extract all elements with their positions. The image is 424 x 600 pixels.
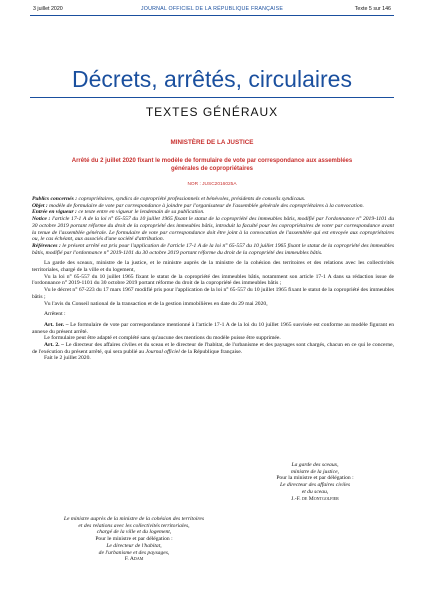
- paragraph-vu-decret: Vu le décret n° 67-223 du 17 mars 1967 modifié pris pour l'application de la loi n° 65-557 du 10 juillet 1965 fixant le statut de la copropriété des immeubles bâtis ;: [32, 287, 394, 300]
- paragraph-ministers: La garde des sceaux, ministre de la justice, et le ministre auprès de la ministre de la cohésion des territoires et des relations avec les collectivités territoriales, chargé de la ville et du logement,: [32, 260, 394, 274]
- arrete-title: Arrêté du 2 juillet 2020 fixant le modèle de formulaire de vote par correspondance aux assemblées générales de copropriétaires: [71, 158, 353, 172]
- page-header: [0, 6, 424, 20]
- signatory-name-left: F. Adam: [124, 556, 144, 563]
- paragraph-vu-loi: Vu la loi n° 65-557 du 10 juillet 1965 fixant le statut de la copropriété des immeubles bâtis, notamment son article 17-1 A dans sa rédaction issue de l'ordonnance n° 2019-1101 du 30 octobre 2019 portant réforme du droit de la copropriété des immeubles bâtis ;: [32, 273, 394, 287]
- ministry-heading: MINISTÈRE DE LA JUSTICE: [170, 139, 254, 146]
- summary-publics: Publics concernés : copropriétaires, syndics de copropriété professionnels et bénévoles, présidents de conseils syndicaux.: [32, 196, 306, 202]
- paragraph-arretent: Arrêtent :: [44, 311, 66, 318]
- signature-block-right: La garde des sceaux, ministre de la justice, Pour la ministre et par délégation : Le directeur des affaires civiles et du sceau, J.-F. de Montgolfier: [230, 462, 400, 502]
- header-journal-title: JOURNAL OFFICIEL DE LA RÉPUBLIQUE FRANÇAISE: [140, 6, 284, 12]
- title-divider: [30, 97, 394, 98]
- nor-reference: NOR : JUSC2016025A: [187, 182, 237, 187]
- paragraph-fait: Fait le 2 juillet 2020.: [44, 355, 91, 362]
- signature-block-left: Le ministre auprès de la ministre de la cohésion des territoires et des relations avec les collectivités territoriales, chargé de la ville et du logement, Pour le ministre et par délégation : Le directeur de l'habitat, de l'urbanisme et des paysages, F. Adam: [14, 516, 254, 563]
- summary-references: Références : le présent arrêté est pris pour l'application de l'article 17-1 A de la loi n° 65-557 du 10 juillet 1965 fixant le statut de la copropriété des immeubles bâtis, modifié par l'ordonnance n° 2019-1101 du 30 octobre 2019 portant réforme du droit de la copropriété des immeubles bâtis.: [32, 242, 395, 256]
- summary-notice: Notice : l'article 17-1 A de la loi n° 65-557 du 10 juillet 1965 fixant le statut de la copropriété des immeubles bâtis, modifié par l'ordonnance n° 2019-1101 du 30 octobre 2019 portant réforme du droit de la copropriété des immeubles bâtis, introduit la faculté pour les copropriétaires de voter par correspondance avant la tenue de l'assemblée générale. Le formulaire de vote par correspondance doit être joint à la convocation de l'assemblée qui est envoyée aux copropriétaires ou, le cas échéant, aux associés d'une société d'attribution.: [32, 216, 395, 243]
- summary-entree: Entrée en vigueur : ce texte entre en vigueur le lendemain de sa publication.: [32, 209, 205, 216]
- section-title: Décrets, arrêtés, circulaires: [72, 66, 352, 92]
- header-text-number: Texte 5 sur 146: [354, 6, 391, 12]
- header-divider: [30, 15, 394, 16]
- paragraph-formulaire: Le formulaire peut être adapté et complété sans qu'aucune des mentions du modèle puisse être supprimée.: [44, 335, 281, 342]
- summary-objet: Objet : modèle de formulaire de vote par correspondance à joindre par l'organisateur de l'assemblée générale des copropriétaires à la convocation.: [32, 202, 364, 209]
- header-date: 3 juillet 2020: [33, 6, 63, 12]
- article-2: Art. 2. – Le directeur des affaires civiles et du sceau et le directeur de l'habitat, de l'urbanisme et des paysages sont chargés, chacun en ce qui le concerne, de l'exécution du présent arrêté, qui sera publié au Journal officiel de la République française.: [32, 342, 394, 355]
- section-subtitle: TEXTES GÉNÉRAUX: [145, 105, 279, 119]
- paragraph-vu-avis: Vu l'avis du Conseil national de la transaction et de la gestion immobilières en date du 29 mai 2020,: [44, 300, 268, 307]
- signatory-name-right: J.-F. de Montgolfier: [291, 495, 339, 502]
- article-1: Art. 1er. – Le formulaire de vote par correspondance mentionné à l'article 17-1 A de la loi du 10 juillet 1965 susvisée est conforme au modèle figurant en annexe du présent arrêté.: [32, 321, 394, 335]
- document-body: [32, 196, 394, 362]
